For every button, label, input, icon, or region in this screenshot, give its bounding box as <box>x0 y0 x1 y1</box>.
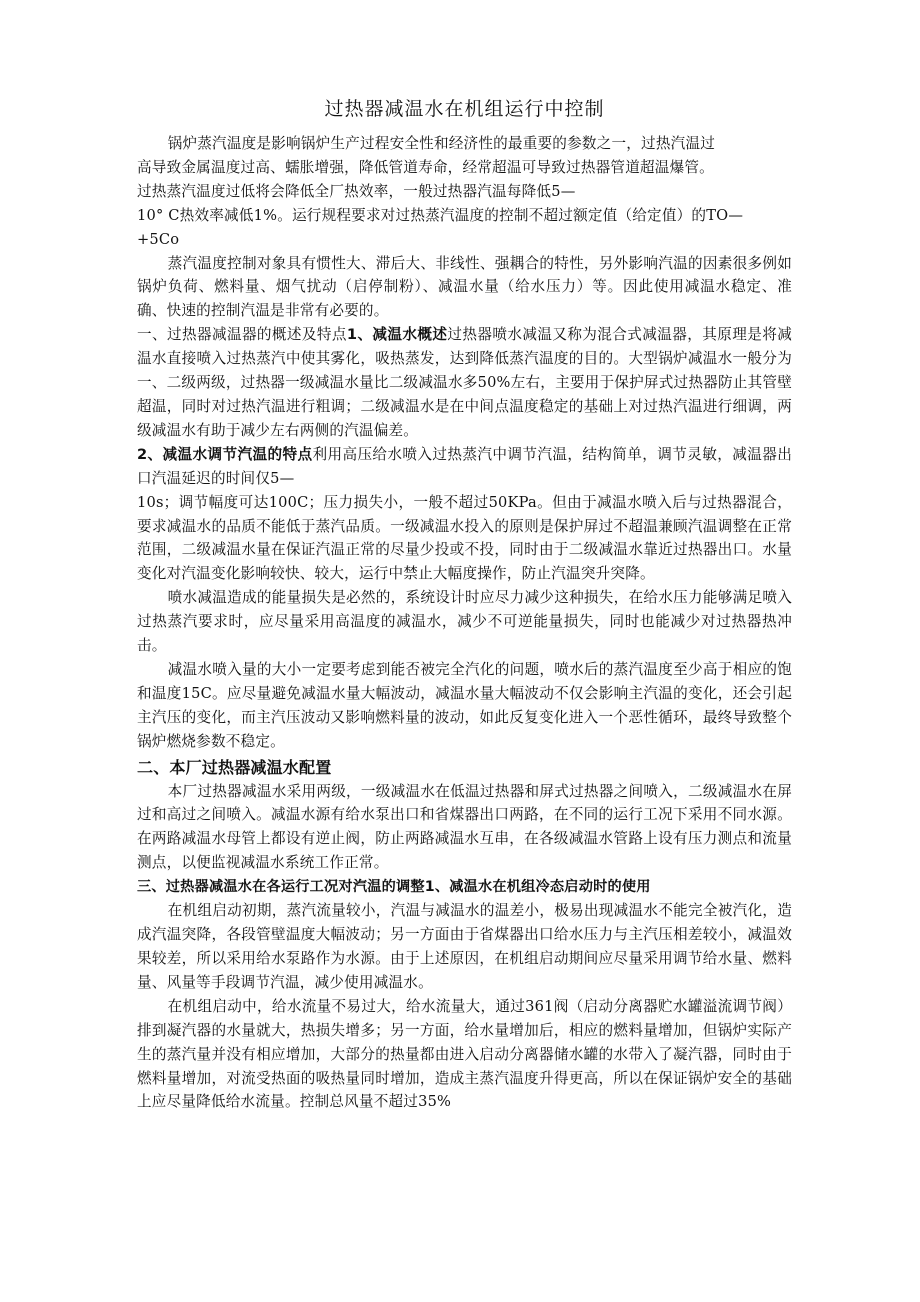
section-1-heading: 一、过热器减温器的概述及特点 <box>137 326 347 344</box>
paragraph-intro <box>137 132 792 252</box>
subsection-1-text: 过热器喷水减温又称为混合式减温器，其原理是将减温水直接喷入过热蒸汽中使其雾化，吸热蒸发，达到降低蒸汽温度的目的。大型锅炉减温水一般分为一、二级两级，过热器一级减温水量比二级减温水多50%左右，主要用于保护屏式过热器防止其管壁超温，同时对过热汽温进行粗调；二级减温水是在中间点温度稳定的基础上对过热汽温进行细调，两级减温水有助于减少左右两侧的汽温偏差。 <box>137 326 792 439</box>
subsection-2 <box>137 443 792 586</box>
subsection-2-line <box>137 443 792 491</box>
intro-line: 过热蒸汽温度过低将会降低全厂热效率，一般过热器汽温每降低5— <box>137 182 576 200</box>
subsection-2-heading: 2、减温水调节汽温的特点 <box>137 445 313 463</box>
section-1-overview <box>137 323 792 443</box>
paragraph-feedwater: 在机组启动中，给水流量不易过大，给水流量大，通过361阀（启动分离器贮水罐溢流调节阀）排到凝汽器的水量就大，热损失增多；另一方面，给水量增加后，相应的燃料量增加，但锅炉实际产生的蒸汽量并没有相应增加，大部分的热量都由进入启动分离器储水罐的水带入了凝汽器，同时由于燃料量增加，对流受热面的吸热量同时增加，造成主蒸汽温度升得更高，所以在保证锅炉安全的基础上应尽量降低给水流量。控制总风量不超过35% <box>137 997 792 1111</box>
intro-line: 10° C热效率减低1%。运行规程要求对过热蒸汽温度的控制不超过额定值（给定值）的TO— <box>137 206 744 224</box>
paragraph-energy-loss: 喷水减温造成的能量损失是必然的，系统设计时应尽力减少这种损失，在给水压力能够满足喷入过热蒸汽要求时，应尽量采用高温度的减温水，减少不可逆能量损失，同时也能减少对过热器热冲击。 <box>137 589 792 655</box>
subsection-2-line: 10s；调节幅度可达100C；压力损失小，一般不超过50KPa。但由于减温水喷入后与过热器混合，要求减温水的品质不能低于蒸汽品质。一级减温水投入的原则是保护屏过不超温兼顾汽温调整在正常范围，二级减温水量在保证汽温正常的尽量少投或不投，同时由于二级减温水靠近过热器出口。水量变化对汽温变化影响较快、较大，运行中禁止大幅度操作，防止汽温突升突降。 <box>137 493 792 583</box>
subsection-1-heading: 1、减温水概述 <box>346 326 448 344</box>
document-body <box>137 96 792 1114</box>
paragraph-cold-start: 在机组启动初期，蒸汽流量较小，汽温与减温水的温差小，极易出现减温水不能完全被汽化，造成汽温突降，各段管壁温度大幅波动；另一方面由于省煤器出口给水压力与主汽压相差较小，减温效果较差，所以采用给水泵路作为水源。由于上述原因，在机组启动期间应尽量采用调节给水量、燃料量、风量等手段调节汽温，减少使用减温水。 <box>137 902 792 991</box>
subsection-2-text: 利用高压给水喷入过热蒸汽中调节汽温，结构简单，调节灵敏，减温器出口汽温延迟的时间仅5— <box>137 445 792 487</box>
document-title: 过热器减温水在机组运行中控制 <box>324 98 605 120</box>
intro-line: 高导致金属温度过高、蠕胀增强，降低管道寿命，经常超温可导致过热器管道超温爆管。 <box>137 158 714 176</box>
intro-line: +5Co <box>137 230 180 248</box>
intro-line: 锅炉蒸汽温度是影响锅炉生产过程安全性和经济性的最重要的参数之一，过热汽温过 <box>167 135 716 152</box>
section-3-heading: 三、过热器减温水在各运行工况对汽温的调整1、减温水在机组冷态启动时的使用 <box>137 879 651 896</box>
paragraph-plant-config: 本厂过热器减温水采用两级，一级减温水在低温过热器和屏式过热器之间喷入，二级减温水在屏过和高过之间喷入。减温水源有给水泵出口和省煤器出口两路，在不同的运行工况下采用不同水源。在两路减温水母管上都设有逆止阀，防止两路减温水互串，在各级减温水管路上设有压力测点和流量测点，以便监视减温水系统工作正常。 <box>137 782 792 872</box>
paragraph-characteristics: 蒸汽温度控制对象具有惯性大、滞后大、非线性、强耦合的特性，另外影响汽温的因素很多例如锅炉负荷、燃料量、烟气扰动（启停制粉）、减温水量（给水压力）等。因此使用减温水稳定、准确、快速的控制汽温是非常有必要的。 <box>137 254 792 320</box>
paragraph-spray-amount: 减温水喷入量的大小一定要考虑到能否被完全汽化的问题，喷水后的蒸汽温度至少高于相应的饱和温度15C。应尽量避免减温水量大幅波动，减温水量大幅波动不仅会影响主汽温的变化，还会引起主汽压的变化，而主汽压波动又影响燃料量的波动，如此反复变化进入一个恶性循环，最终导致整个锅炉燃烧参数不稳定。 <box>137 660 792 750</box>
section-2-heading: 二、本厂过热器减温水配置 <box>137 757 332 777</box>
